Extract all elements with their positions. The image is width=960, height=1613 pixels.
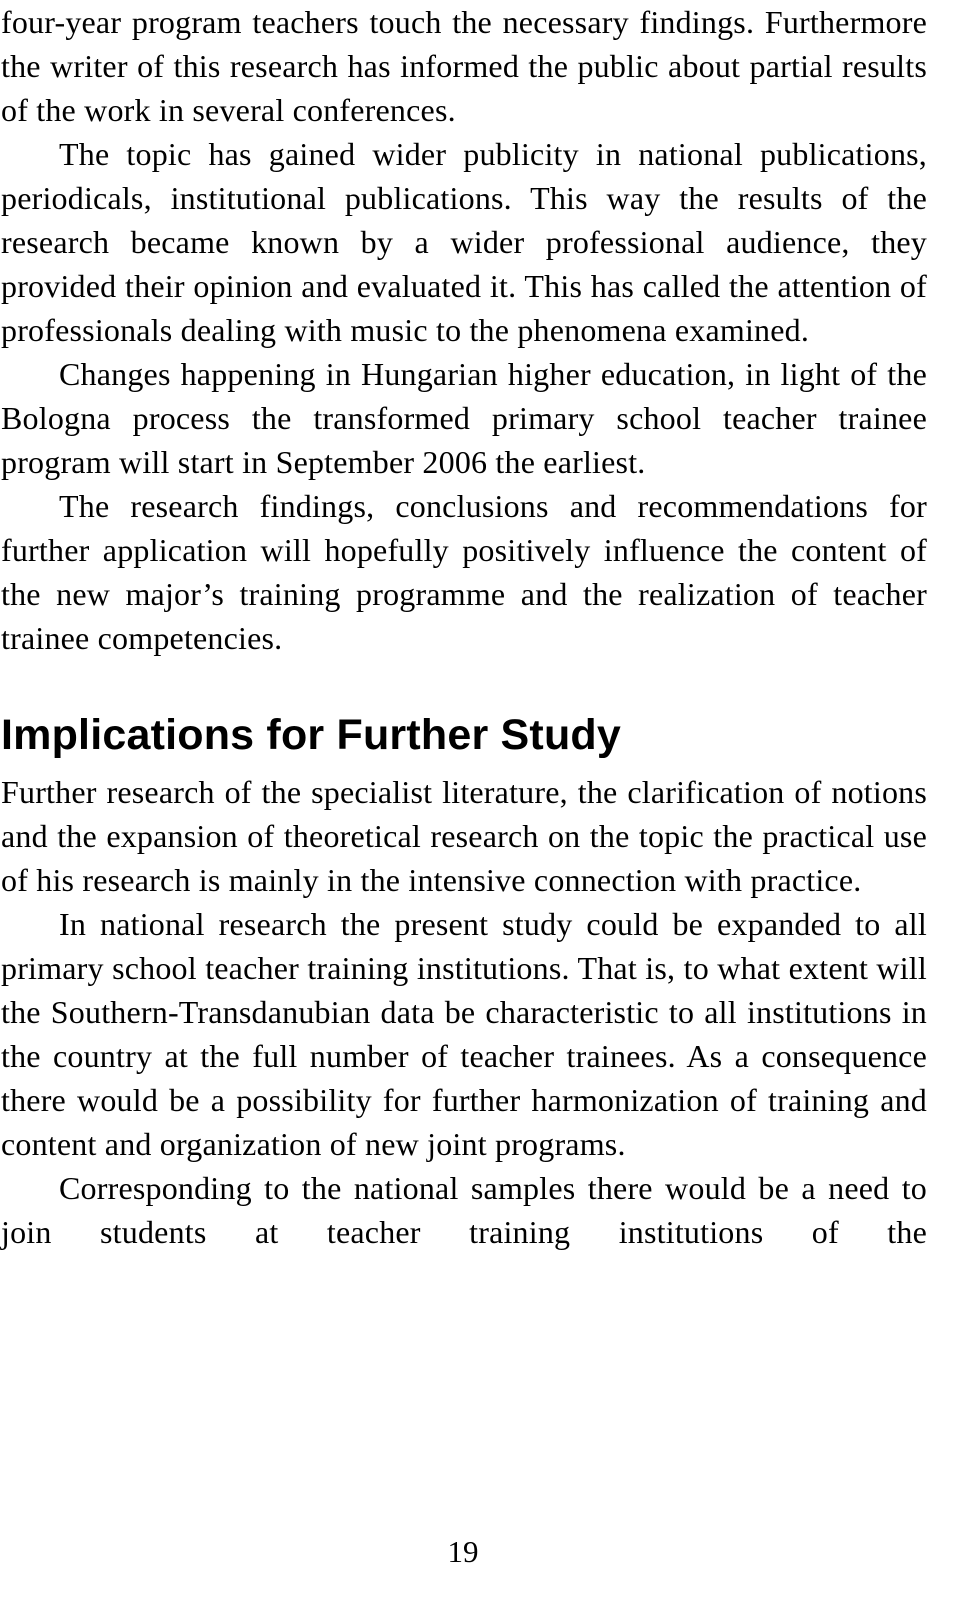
section-heading: Implications for Further Study xyxy=(1,711,621,759)
paragraph-publicity: The topic has gained wider publicity in national publications, periodicals, institutional publications. This way the results of the research became known by a wider professional audience, they provided their opinion and evaluated it. This has called the attention of professionals dealing with music to the phenomena examined. xyxy=(1,136,927,348)
body-text-section xyxy=(1,770,927,1254)
paragraph-findings: The research findings, conclusions and recommendations for further application will hopefully positively influence the content of the new major’s training programme and the realization of teacher trainee competencies. xyxy=(1,488,927,656)
paragraph-conferences: four-year program teachers touch the necessary findings. Furthermore the writer of this research has informed the public about partial results of the work in several conferences. xyxy=(1,4,927,128)
page-number: 19 xyxy=(447,1534,479,1569)
body-text-top xyxy=(1,0,927,660)
paragraph-bologna: Changes happening in Hungarian higher education, in light of the Bologna process the transformed primary school teacher trainee program will start in September 2006 the earliest. xyxy=(1,356,927,480)
paragraph-national-research: In national research the present study could be expanded to all primary school teacher training institutions. That is, to what extent will the Southern-Transdanubian data be characteristic to all institutions in the country at the full number of teacher trainees. As a consequence there would be a possibility for further harmonization of training and content and organization of new joint programs. xyxy=(1,906,927,1162)
paragraph-national-samples: Corresponding to the national samples there would be a need to join students at teacher training institutions of the xyxy=(1,1170,927,1250)
paragraph-further-research: Further research of the specialist literature, the clarification of notions and the expansion of theoretical research on the topic the practical use of his research is mainly in the intensive connection with practice. xyxy=(1,774,927,898)
